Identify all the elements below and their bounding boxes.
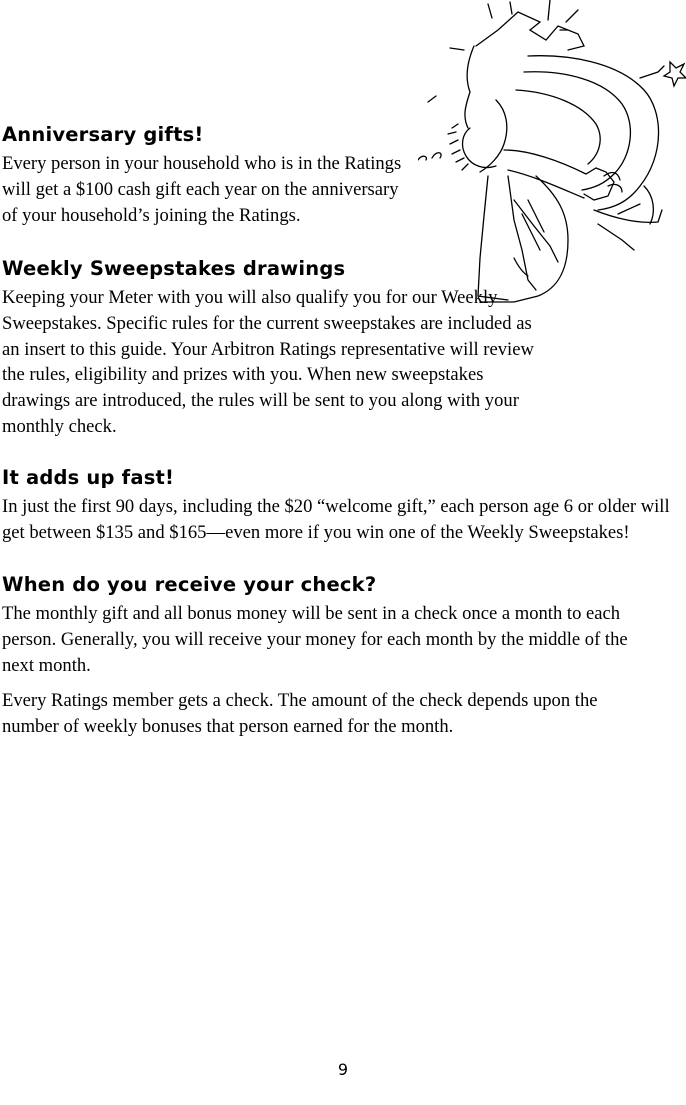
person-hugging-letter-p-illustration bbox=[418, 0, 686, 310]
page-number: 9 bbox=[337, 1060, 349, 1079]
sweepstakes-body: Keeping your Meter with you will also qualify you for our Weekly Sweepstakes. Specific rules for the current sweepstakes are included as an insert to this guide. Your Arbitron Ratings representative will review the rules, eligibility and prizes with you. When new sweepstakes drawings are introduced, the rules will be sent to you along with your monthly check. bbox=[2, 287, 534, 437]
check-body-2: Every Ratings member gets a check. The amount of the check depends upon the number of weekly bonuses that person earned for the month. bbox=[2, 690, 598, 737]
anniversary-heading: Anniversary gifts! bbox=[2, 123, 204, 146]
anniversary-body: Every person in your household who is in the Ratings will get a $100 cash gift each year on the anniversary of your household’s joining the Ratings. bbox=[2, 153, 402, 226]
sweepstakes-heading: Weekly Sweepstakes drawings bbox=[2, 257, 346, 280]
adds-up-heading: It adds up fast! bbox=[2, 466, 175, 489]
adds-up-body: In just the first 90 days, including the $20 “welcome gift,” each person age 6 or older will get between $135 and $165—even more if you win one of the Weekly Sweepstakes! bbox=[2, 496, 670, 543]
check-body-1: The monthly gift and all bonus money will be sent in a check once a month to each person. Generally, you will receive your money for each month by the middle of the next month. bbox=[2, 603, 628, 676]
check-heading: When do you receive your check? bbox=[2, 573, 377, 596]
